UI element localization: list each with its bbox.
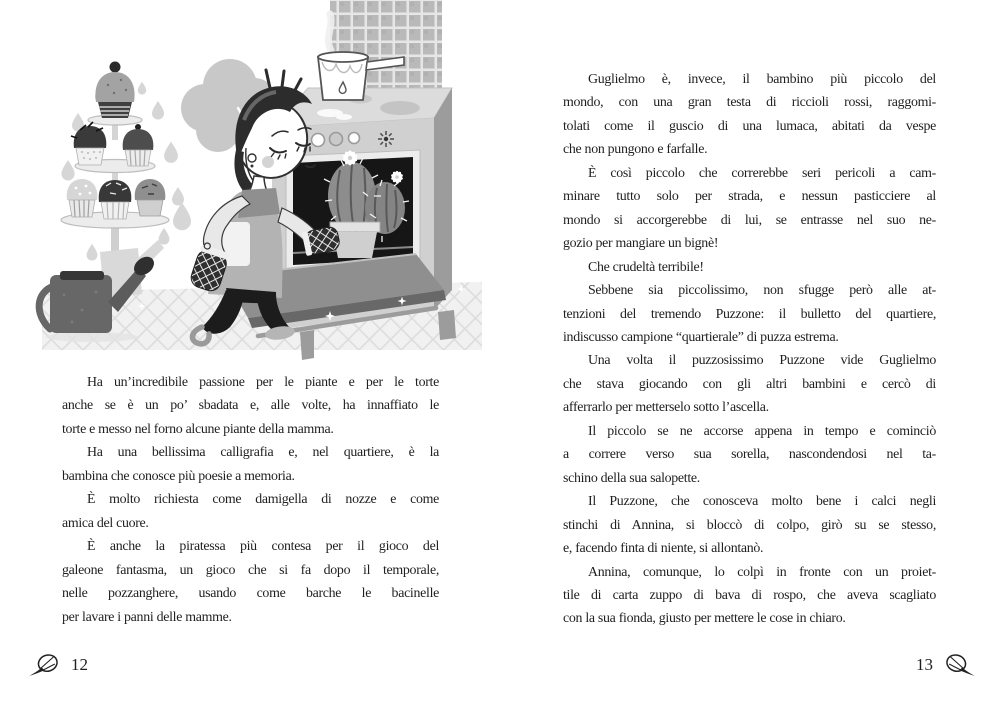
text-line: per lavare i panni delle mamme. bbox=[62, 609, 232, 625]
paragraph bbox=[563, 256, 936, 279]
paragraph bbox=[563, 162, 936, 256]
page-number: 13 bbox=[916, 655, 933, 674]
text-line: Ha un’incredibile passione per le piante e per le torte bbox=[87, 375, 439, 390]
text-line: mondo, con una gran testa di riccioli rossi, raggomi- bbox=[563, 95, 936, 111]
left-page-text bbox=[62, 371, 439, 629]
text-line: Che crudeltà terribile! bbox=[588, 259, 704, 275]
text-line: afferrarlo per metterselo sotto l’ascella. bbox=[563, 400, 769, 416]
cupcake-icon bbox=[99, 180, 132, 219]
story-illustration bbox=[30, 0, 490, 370]
text-line: È così piccolo che correrebbe seri pericoli a cam- bbox=[588, 165, 936, 181]
paragraph bbox=[563, 420, 936, 490]
text-line: torte e messo nel forno alcune piante della mamma. bbox=[62, 421, 334, 437]
text-line: a correre verso sua sorella, nascondendosi nel ta- bbox=[563, 447, 936, 463]
text-line: Guglielmo è, invece, il bambino più piccolo del bbox=[588, 72, 936, 87]
text-line: Una volta il puzzosissimo Puzzone vide Guglielmo bbox=[588, 353, 936, 369]
page-number: 12 bbox=[71, 655, 88, 674]
text-line: minare tutto solo per strada, e nessun pasticciere al bbox=[563, 189, 936, 205]
text-line: anche se è un po’ sbadata e, alle volte, ha innaffiato le bbox=[62, 398, 439, 414]
text-line: Annina, comunque, lo colpì in fronte con un proiet- bbox=[588, 564, 936, 580]
text-line: con la sua fionda, giusto per mettere le cose in chiaro. bbox=[563, 611, 846, 627]
text-line: Il piccolo se ne accorse appena in tempo e cominciò bbox=[588, 423, 936, 439]
paragraph bbox=[62, 488, 439, 535]
text-line: gozio per mangiare un bignè! bbox=[563, 236, 719, 252]
right-page-text bbox=[563, 68, 936, 631]
cupcake-icon bbox=[123, 124, 154, 166]
leaf-ornament-icon bbox=[944, 652, 976, 678]
ear-icon bbox=[248, 154, 256, 162]
text-line: Sebbene sia piccolissimo, non sfugge però alle at- bbox=[588, 283, 936, 299]
text-line: mondo si accorgerebbe di lui, se entrasse nel suo ne- bbox=[563, 212, 936, 228]
text-line: tenzioni del tremendo Puzzone: il bulletto del quartiere, bbox=[563, 306, 936, 322]
paragraph bbox=[563, 490, 936, 560]
paragraph bbox=[563, 349, 936, 419]
blush-icon bbox=[262, 156, 274, 168]
paragraph bbox=[62, 441, 439, 488]
paragraph bbox=[563, 561, 936, 631]
cupcake-icon bbox=[95, 62, 134, 119]
text-line: e, facendo finta di niente, si allontanò. bbox=[563, 541, 764, 557]
text-line: nelle pozzanghere, usando come barche le bacinelle bbox=[62, 586, 439, 602]
right-page-footer bbox=[916, 652, 976, 678]
text-line: tile di carta zuppo di bava di rospo, che aveva scagliato bbox=[563, 587, 936, 603]
cupcake-icon bbox=[135, 179, 166, 216]
text-line: bambina che conosce più poesie a memoria. bbox=[62, 468, 295, 484]
left-page-footer bbox=[28, 652, 88, 678]
leaf-ornament-icon bbox=[28, 652, 60, 678]
text-line: che stava giocando con gli altri bambini e cercò di bbox=[563, 376, 936, 392]
text-line: schino della sua salopette. bbox=[563, 470, 700, 486]
cupcake-icon bbox=[67, 179, 98, 217]
text-line: indiscusso campione “quartierale” di puzza estrema. bbox=[563, 329, 839, 345]
text-line: che non pungono e farfalle. bbox=[563, 142, 708, 158]
text-line: È molto richiesta come damigella di nozze e come bbox=[87, 492, 439, 508]
paragraph bbox=[563, 68, 936, 162]
text-line: stinchi di Annina, si bloccò di colpo, girò su se stesso, bbox=[563, 517, 936, 533]
text-line: Il Puzzone, che conosceva molto bene i calci negli bbox=[588, 494, 936, 510]
text-line: amica del cuore. bbox=[62, 515, 149, 531]
paragraph bbox=[563, 279, 936, 349]
text-line: galeone fantasma, un gioco che si fa dopo il temporale, bbox=[62, 562, 439, 578]
text-line: Ha una bellissima calligrafia e, nel quartiere, è la bbox=[87, 445, 439, 461]
text-line: È anche la piratessa più contesa per il gioco del bbox=[87, 539, 439, 555]
text-line: tolati come il guscio di una lumaca, abitati da vespe bbox=[563, 118, 936, 134]
paragraph bbox=[62, 371, 439, 441]
paragraph bbox=[62, 535, 439, 629]
